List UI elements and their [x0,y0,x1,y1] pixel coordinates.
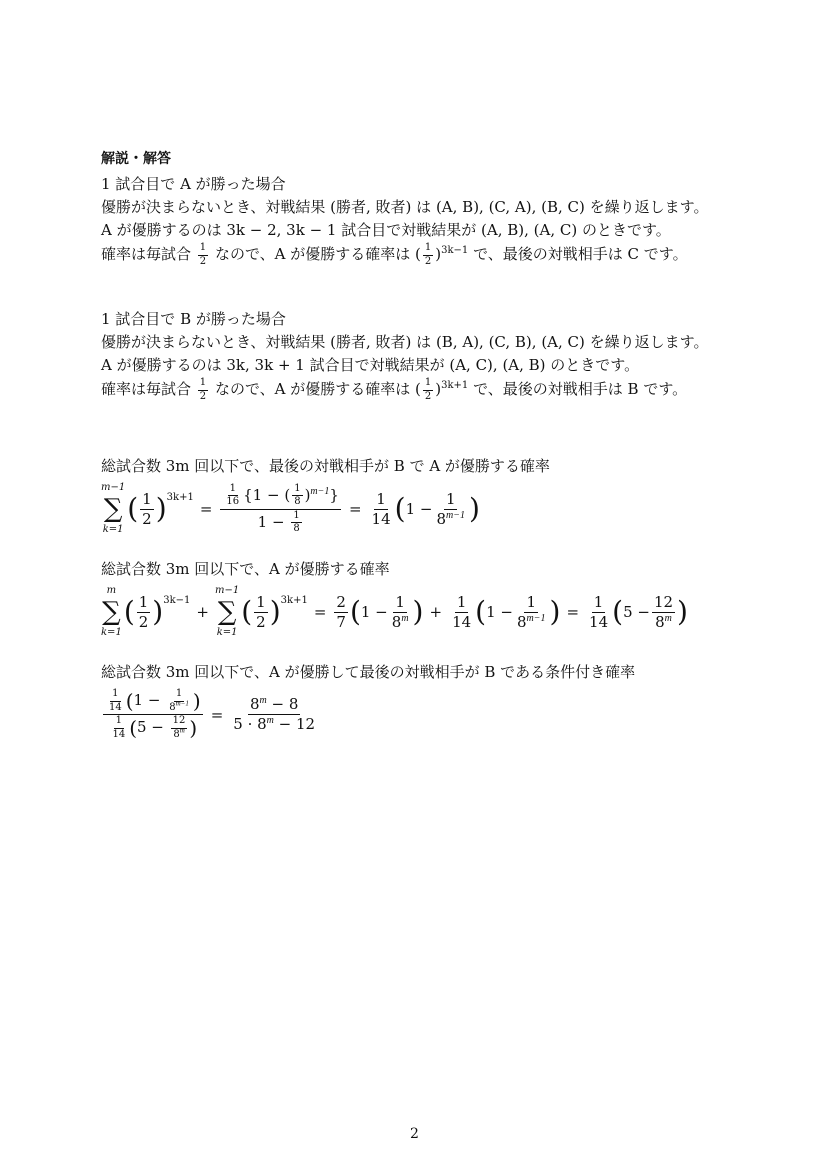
fraction [231,695,317,734]
base: 8 [655,612,665,631]
case-a-line2: A が優勝するのは 3k − 2, 3k − 1 試合目で対戦結果が (A, B), (A, C) のときです。 [101,221,671,239]
num: 1 [228,483,238,497]
fraction [652,593,675,632]
exponent: 3k+1 [441,380,469,391]
den [653,613,674,632]
base: 8 [249,695,260,714]
fraction-half [423,242,433,268]
base: 8 [391,612,402,631]
fraction [334,593,348,632]
summation: m−1 ∑ k=1 [101,482,126,535]
num [248,695,300,715]
den: 14 [371,509,391,528]
den: 2 [256,612,266,631]
fraction-half [198,242,208,268]
base: 8 [516,612,527,631]
den: 7 [336,612,346,631]
num: 1 [423,377,433,391]
fraction [254,593,268,632]
den [167,699,191,715]
exponent: 3k−1 [163,595,191,606]
fraction [515,593,548,632]
fraction [450,593,473,632]
text: 5 − [623,603,650,621]
fraction-half [198,377,208,403]
equals: = [566,603,580,621]
exponent: m [259,695,267,707]
den: 14 [109,701,122,713]
num: 1 [256,592,266,611]
num: $\frac{1}{14}$ (1 − $\frac{1}{8^{m-1}}$ ) [103,688,203,715]
case-b-title: 1 試合目で B が勝った場合 [101,310,286,328]
text: 1 − [360,603,388,621]
den: 8 [293,523,300,534]
den [515,613,548,632]
fraction [390,593,411,632]
num: 1 [198,377,208,391]
text: {1 − ( [243,485,291,504]
exponent: m−1 [526,612,546,624]
den: 2 [424,390,432,402]
text: で、最後の対戦相手は B です。 [468,380,688,398]
equation-1: m−1 ∑ k=1 ( $\frac{1}{2}$ ) $^{3k+1}$ = $\frac{1}{16}$ {1 − ( $\frac{1}{8}$ )$^{m-1}$} 1 − $\frac{1}{8}$ = $\frac{1}{14}$ ( 1 − $\frac{1}{8^{m-1}}$ ) [101,482,480,535]
text: 5 − [137,718,164,736]
sec1-title: 総試合数 3m 回以下で、最後の対戦相手が B で A が優勝する確率 [101,457,550,475]
text: で、最後の対戦相手は C です。 [468,245,688,263]
page-heading: 解説・解答 [101,151,171,167]
fraction [140,490,154,529]
exponent: 3k−1 [441,245,469,256]
num: 1 [395,592,405,611]
den: $\frac{1}{14}$ (5 − $\frac{12}{8^m}$ ) [112,715,198,740]
summation: m ∑ k=1 [101,585,122,638]
num: 1 [376,489,386,508]
fraction [171,715,188,741]
fraction [110,715,127,741]
text: 1 − [486,603,513,621]
equals: = [210,705,224,724]
upper-limit: m−1 [214,585,240,596]
den [171,726,186,742]
fraction [107,688,124,714]
exponent: m−1 [175,699,189,708]
fraction [587,593,610,632]
exponent: m [266,715,274,726]
sec2-title: 総試合数 3m 回以下で、A が優勝する確率 [101,560,390,578]
exponent: 3k+1 [166,492,194,503]
den [231,715,317,734]
den: 16 [226,496,240,507]
exponent: m [179,726,185,735]
den [256,510,306,536]
num: 2 [336,592,346,611]
lower-limit: k=1 [216,627,238,638]
equation-2: m ∑ k=1 ( $\frac{1}{2}$ ) $^{3k-1}$ + m−1 ∑ k=1 ( $\frac{1}{2}$ ) $^{3k+1}$ = $\frac{2}{7}$ ( 1 − $\frac{1}{8^m}$ ) + $\frac{1}{14}$ ( 1 − $\frac{1}{8^{m-1}}$ ) = $\frac{1}{14}$ ( 5 − $\frac{12}{8^m}$ ) [101,585,688,638]
den: 14 [589,612,609,631]
case-b-line1: 優勝が決まらないとき、対戦結果 (勝者, 敗者) は (B, A), (C, B), (A, C) を繰り返します。 [101,333,709,351]
exponent: m [401,612,409,624]
fraction-half [423,377,433,403]
den: 2 [424,255,432,267]
den: 14 [452,612,472,631]
base: 8 [169,701,176,713]
num: 1 [456,592,467,611]
text: 1 − [257,512,285,531]
exponent: m−1 [310,485,330,497]
text: } [329,485,339,504]
text: − 12 [273,715,316,733]
text: − 8 [266,695,299,714]
case-a-line1: 優勝が決まらないとき、対戦結果 (勝者, 敗者) は (A, B), (C, A), (B, C) を繰り返します。 [101,198,709,216]
den: 2 [142,509,152,528]
den [434,510,467,529]
num: 1 [423,242,433,256]
fraction [137,593,151,632]
summation: m−1 ∑ k=1 [214,585,240,638]
case-b-line2: A が優勝するのは 3k, 3k + 1 試合目で対戦結果が (A, C), (A, B) のときです。 [101,356,640,374]
den: 2 [199,390,207,402]
text: 1 − [133,691,161,709]
page-number: 2 [410,1126,419,1142]
case-a-title: 1 試合目で A が勝った場合 [101,175,286,193]
num: 1 [138,592,149,611]
equals: = [313,603,327,621]
den: 14 [112,728,126,740]
exponent: m [664,612,672,624]
text: 確率は毎試合 [101,380,192,398]
num: 1 [110,688,120,702]
text: なので、A が優勝する確率は ( [214,245,421,263]
num: 1 [291,510,301,524]
den: 8 [294,496,301,507]
num: 1 [292,483,302,497]
num: 1 [198,242,208,256]
base: 8 [436,509,446,528]
upper-limit: m [106,585,117,596]
num: 1 [174,688,184,702]
equals: = [348,500,362,518]
fraction [167,688,191,714]
text: 1 − [405,500,433,518]
num: 1 [114,715,124,729]
base: 8 [173,728,180,740]
num [220,483,341,510]
num: 1 [593,592,604,611]
exponent: m−1 [446,509,465,521]
text: 確率は毎試合 [101,245,192,263]
lower-limit: k=1 [101,627,122,638]
fraction [291,510,301,536]
plus: + [429,603,443,621]
fraction [220,483,341,536]
den: 2 [199,255,207,267]
sec3-title: 総試合数 3m 回以下で、A が優勝して最後の対戦相手が B である条件付き確率 [101,663,636,681]
num: 1 [445,489,456,508]
fraction [103,688,203,741]
fraction [434,490,467,529]
case-b-line3: 確率は毎試合 $\frac{1}{2}$ なので、A が優勝する確率は ( $\frac{1}{2}$ )$^{3k+1}$ で、最後の対戦相手は B です。 [101,377,688,402]
case-a-line3: 確率は毎試合 $\frac{1}{2}$ なので、A が優勝する確率は ( $\frac{1}{2}$ )$^{3k-1}$ で、最後の対戦相手は C です。 [101,242,688,267]
num: 12 [653,592,674,611]
exponent: 3k+1 [280,595,308,606]
den [390,613,411,632]
lower-limit: k=1 [102,524,124,535]
num: 12 [171,715,188,729]
fraction [370,490,393,529]
num: 1 [142,489,152,508]
text: ) [304,485,311,504]
fraction [292,483,302,509]
text: なので、A が優勝する確率は ( [214,380,421,398]
equation-3 [101,688,807,741]
base: 5 · 8 [233,715,267,733]
equals: = [199,500,213,518]
upper-limit: m−1 [101,482,126,493]
plus: + [196,603,209,621]
num: 1 [526,592,537,611]
den: 2 [138,612,149,631]
page-content [101,148,807,741]
fraction [224,483,241,509]
